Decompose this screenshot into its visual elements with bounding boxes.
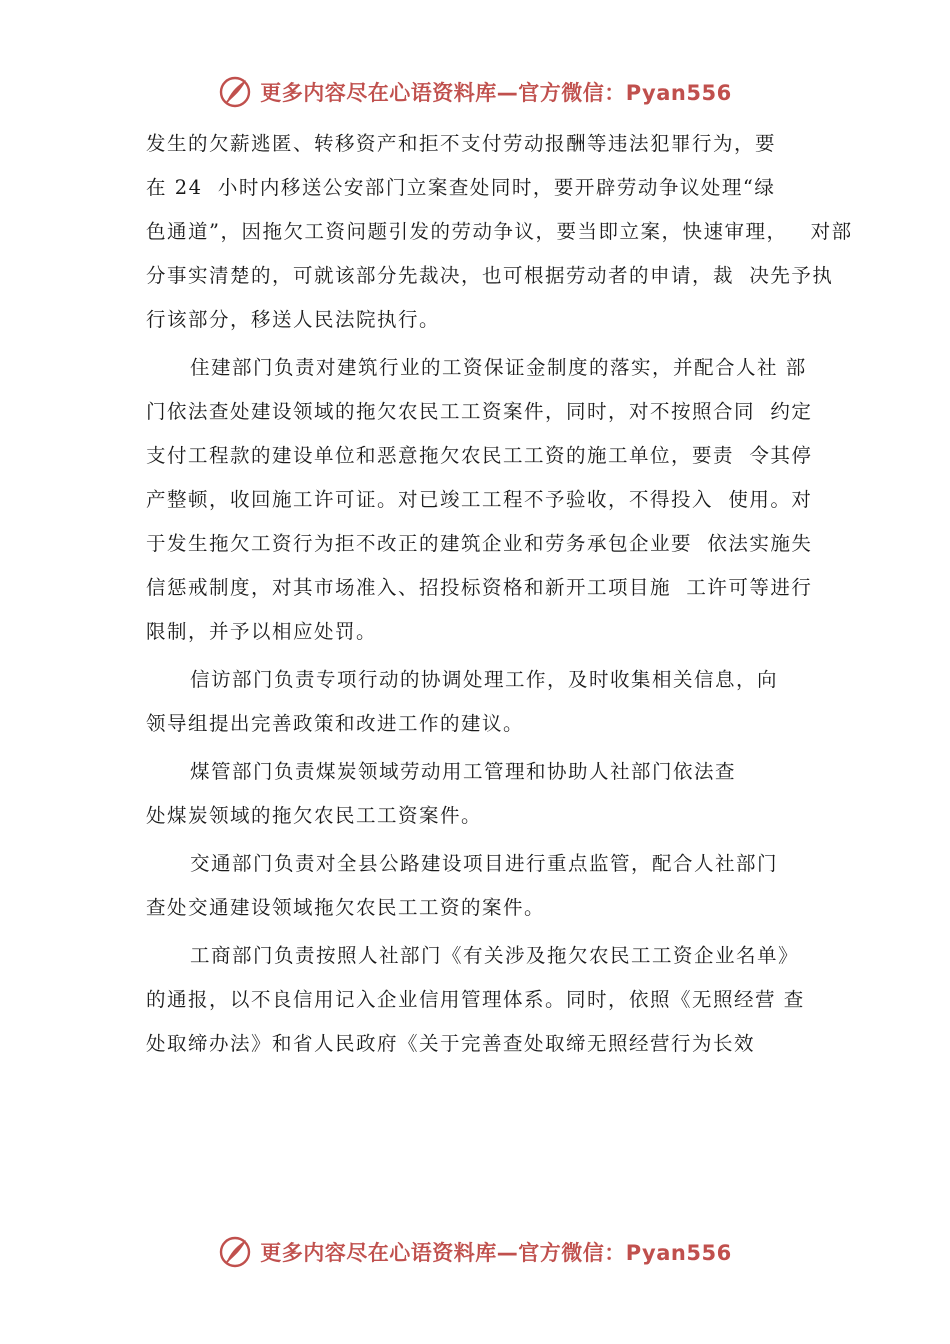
text-line: 支付工程款的建设单位和恶意拖欠农民工工资的施工单位，要责 令其停: [146, 444, 813, 467]
text-line: 住建部门负责对建筑行业的工资保证金制度的落实，并配合人社 部: [190, 356, 807, 379]
text-line: 交通部门负责对全县公路建设项目进行重点监管，配合人社部门: [190, 852, 779, 875]
paragraph: [146, 934, 811, 1066]
header-watermark: [0, 72, 950, 112]
text-line: 信访部门负责专项行动的协调处理工作，及时收集相关信息，向: [190, 668, 779, 691]
text-line: 领导组提出完善政策和改进工作的建议。: [146, 712, 525, 735]
text-line: 产整顿，收回施工许可证。对已竣工工程不予验收，不得投入 使用。对: [146, 488, 813, 511]
text-line: 门依法查处建设领域的拖欠农民工工资案件，同时，对不按照合同 约定: [146, 400, 813, 423]
text-line: 分事实清楚的，可就该部分先裁决，也可根据劳动者的申请，裁 决先予执: [146, 264, 834, 287]
text-line: 在 24 小时内移送公安部门立案查处同时，要开辟劳动争议处理“绿: [146, 176, 776, 199]
text-line: 煤管部门负责煤炭领域劳动用工管理和协助人社部门依法查: [190, 760, 737, 783]
watermark-text: 更多内容尽在心语资料库—官方微信：Pyan556: [260, 81, 732, 105]
paragraph: [146, 842, 811, 930]
paragraph: [146, 122, 853, 342]
text-line: 处取缔办法》和省人民政府《关于完善查处取缔无照经营行为长效: [146, 1032, 756, 1055]
paragraph: [146, 346, 811, 654]
paragraph: [146, 658, 811, 746]
text-line: 行该部分，移送人民法院执行。: [146, 308, 441, 331]
text-line: 信惩戒制度，对其市场准入、招投标资格和新开工项目施 工许可等进行: [146, 576, 813, 599]
text-line: 于发生拖欠工资行为拒不改正的建筑企业和劳务承包企业要 依法实施失: [146, 532, 813, 555]
document-body: [146, 122, 853, 1070]
quill-logo-icon: [218, 75, 252, 109]
paragraph: [146, 750, 811, 838]
text-line: 限制，并予以相应处罚。: [146, 620, 378, 643]
text-line: 色通道”，因拖欠工资问题引发的劳动争议，要当即立案，快速审理， 对部: [146, 220, 853, 243]
text-line: 发生的欠薪逃匿、转移资产和拒不支付劳动报酬等违法犯罪行为，要: [146, 132, 777, 155]
text-line: 处煤炭领域的拖欠农民工工资案件。: [146, 804, 483, 827]
watermark-text: 更多内容尽在心语资料库—官方微信：Pyan556: [260, 1241, 732, 1265]
footer-watermark: [0, 1232, 950, 1272]
text-line: 工商部门负责按照人社部门《有关涉及拖欠农民工工资企业名单》: [190, 944, 800, 967]
text-line: 查处交通建设领域拖欠农民工工资的案件。: [146, 896, 546, 919]
quill-logo-icon: [218, 1235, 252, 1269]
text-line: 的通报，以不良信用记入企业信用管理体系。同时，依照《无照经营 查: [146, 988, 805, 1011]
